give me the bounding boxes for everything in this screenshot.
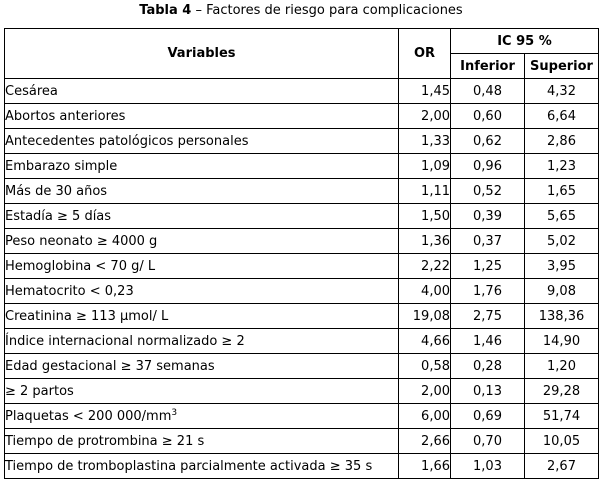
cell-upper: 6,64: [525, 104, 599, 129]
cell-lower: 1,25: [451, 254, 525, 279]
table-row: [5, 154, 599, 179]
cell-variable: [5, 404, 399, 429]
table-row: [5, 354, 599, 379]
table-row: [5, 79, 599, 104]
table-row: [5, 454, 599, 479]
cell-or: 1,45: [399, 79, 451, 104]
cell-or: 2,00: [399, 104, 451, 129]
cell-lower: 1,76: [451, 279, 525, 304]
cell-or: 1,36: [399, 229, 451, 254]
cell-or: 1,50: [399, 204, 451, 229]
cell-upper: 5,65: [525, 204, 599, 229]
cell-upper: 14,90: [525, 329, 599, 354]
cell-or: 6,00: [399, 404, 451, 429]
cell-or: 4,00: [399, 279, 451, 304]
cell-lower: 0,48: [451, 79, 525, 104]
table-row: [5, 179, 599, 204]
header-row: [5, 29, 599, 54]
header-ic-95: IC 95 %: [451, 29, 599, 54]
table-row: [5, 129, 599, 154]
table-row: [5, 204, 599, 229]
header-lower: Inferior: [451, 54, 525, 79]
cell-variable: Antecedentes patológicos personales: [5, 129, 399, 154]
cell-variable: Tiempo de tromboplastina parcialmente activada ≥ 35 s: [5, 454, 399, 479]
cell-variable: ≥ 2 partos: [5, 379, 399, 404]
table-row: [5, 229, 599, 254]
cell-lower: 1,46: [451, 329, 525, 354]
table-caption-label: Tabla 4: [139, 3, 192, 18]
table-row: [5, 429, 599, 454]
cell-variable: Peso neonato ≥ 4000 g: [5, 229, 399, 254]
cell-variable: Edad gestacional ≥ 37 semanas: [5, 354, 399, 379]
table-row: [5, 104, 599, 129]
cell-upper: 29,28: [525, 379, 599, 404]
cell-variable-text: Plaquetas < 200 000/mm: [5, 408, 172, 424]
cell-variable-superscript: 3: [171, 407, 178, 418]
cell-upper: 9,08: [525, 279, 599, 304]
table-row: [5, 379, 599, 404]
cell-lower: 0,37: [451, 229, 525, 254]
cell-lower: 0,60: [451, 104, 525, 129]
cell-or: 19,08: [399, 304, 451, 329]
cell-or: 1,66: [399, 454, 451, 479]
cell-variable: Índice internacional normalizado ≥ 2: [5, 329, 399, 354]
table-row: [5, 279, 599, 304]
cell-upper: 138,36: [525, 304, 599, 329]
cell-lower: 0,69: [451, 404, 525, 429]
cell-or: 2,22: [399, 254, 451, 279]
cell-variable: Hematocrito < 0,23: [5, 279, 399, 304]
header-variables: Variables: [5, 29, 399, 79]
risk-factors-table: [4, 28, 599, 479]
cell-lower: 0,28: [451, 354, 525, 379]
cell-upper: 2,67: [525, 454, 599, 479]
cell-or: 4,66: [399, 329, 451, 354]
cell-variable: Estadía ≥ 5 días: [5, 204, 399, 229]
cell-upper: 1,20: [525, 354, 599, 379]
cell-lower: 0,70: [451, 429, 525, 454]
header-upper: Superior: [525, 54, 599, 79]
cell-or: 2,00: [399, 379, 451, 404]
table-row: [5, 254, 599, 279]
cell-variable: Abortos anteriores: [5, 104, 399, 129]
cell-upper: 1,65: [525, 179, 599, 204]
cell-variable: Embarazo simple: [5, 154, 399, 179]
table-caption-text: – Factores de riesgo para complicaciones: [191, 3, 463, 18]
cell-upper: 3,95: [525, 254, 599, 279]
table-row: [5, 329, 599, 354]
cell-lower: 0,39: [451, 204, 525, 229]
cell-upper: 5,02: [525, 229, 599, 254]
cell-lower: 0,13: [451, 379, 525, 404]
header-or: OR: [399, 29, 451, 79]
cell-lower: 0,96: [451, 154, 525, 179]
cell-or: 1,33: [399, 129, 451, 154]
cell-or: 2,66: [399, 429, 451, 454]
cell-variable: Más de 30 años: [5, 179, 399, 204]
table-row: [5, 404, 599, 429]
cell-or: 0,58: [399, 354, 451, 379]
cell-lower: 0,62: [451, 129, 525, 154]
table-caption: [0, 3, 602, 19]
cell-upper: 51,74: [525, 404, 599, 429]
cell-upper: 1,23: [525, 154, 599, 179]
table-row: [5, 304, 599, 329]
cell-variable: Creatinina ≥ 113 µmol/ L: [5, 304, 399, 329]
table-body: [5, 79, 599, 479]
cell-lower: 2,75: [451, 304, 525, 329]
cell-lower: 0,52: [451, 179, 525, 204]
cell-variable: Hemoglobina < 70 g/ L: [5, 254, 399, 279]
cell-or: 1,09: [399, 154, 451, 179]
cell-upper: 4,32: [525, 79, 599, 104]
cell-lower: 1,03: [451, 454, 525, 479]
cell-variable: Cesárea: [5, 79, 399, 104]
cell-upper: 2,86: [525, 129, 599, 154]
cell-upper: 10,05: [525, 429, 599, 454]
cell-or: 1,11: [399, 179, 451, 204]
cell-variable: Tiempo de protrombina ≥ 21 s: [5, 429, 399, 454]
